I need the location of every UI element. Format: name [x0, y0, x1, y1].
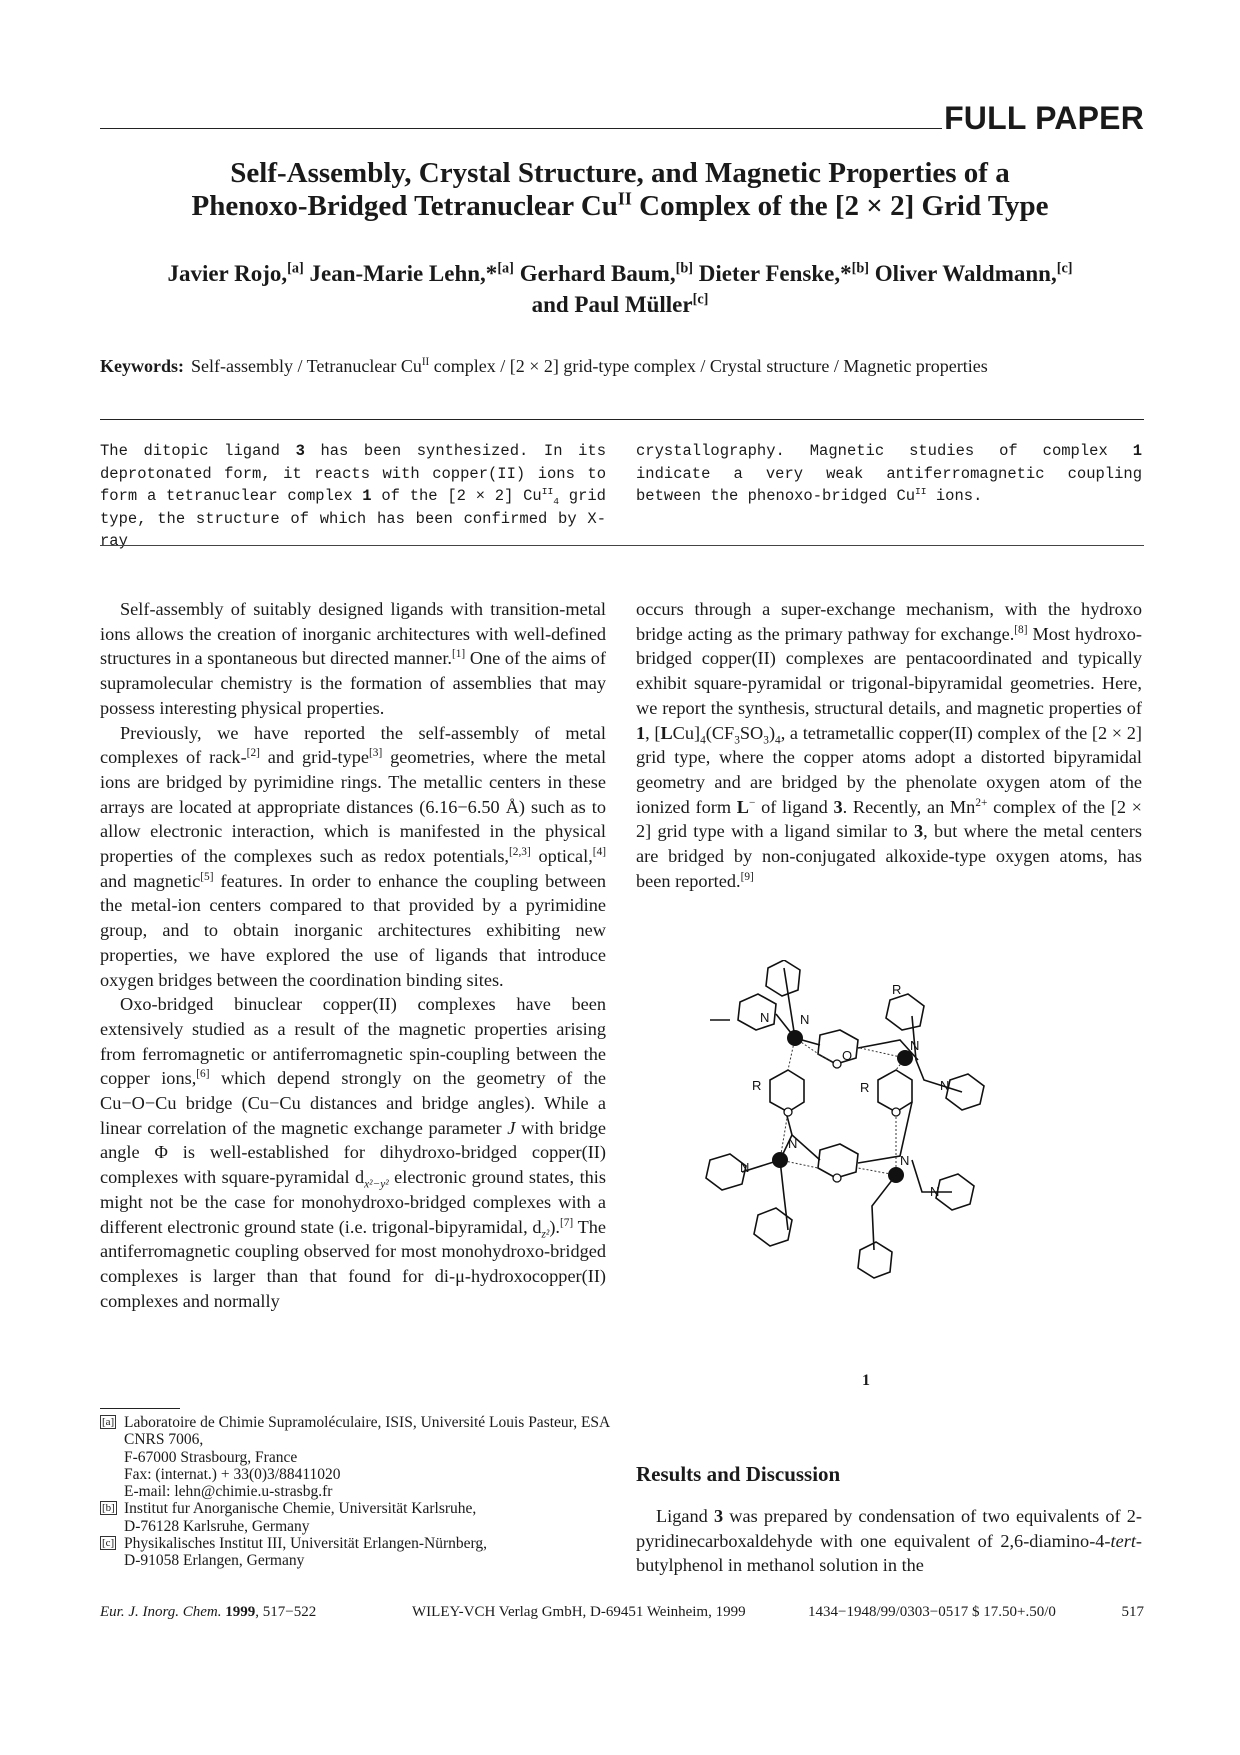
coordination-bond — [780, 1112, 896, 1175]
page-number: 517 — [1121, 1604, 1144, 1620]
abstract-bottom-rule — [100, 545, 1144, 546]
body-column-left — [100, 597, 606, 1313]
atom-label-n: N — [800, 1012, 810, 1027]
phenyl-ring — [818, 1144, 858, 1178]
author: and Paul Müller — [531, 292, 693, 317]
author: Jean-Marie Lehn,* — [309, 261, 498, 286]
atom-label-n: N — [930, 1184, 940, 1199]
abstract-right: crystallography. Magnetic studies of complex 1 indicate a very weak antiferromagnetic coupling between the phenoxo-bridged $Cu^{II}$ ions. — [636, 442, 1142, 506]
affiliation-footnotes — [100, 1414, 610, 1570]
section-heading-results: Results and Discussion — [636, 1462, 841, 1486]
author-line-1: Javier Rojo,[a] Jean-Marie Lehn,*[a] Gerhard Baum,[b] Dieter Fenske,*[b] Oliver Waldmann,[c] — [167, 260, 1073, 286]
author: Dieter Fenske,* — [698, 261, 852, 286]
pyridine-ring — [858, 1242, 892, 1278]
results-paragraph — [636, 1504, 1142, 1578]
author: Oliver Waldmann, — [874, 261, 1057, 286]
article-title — [100, 157, 1140, 223]
oxygen-atom — [784, 1108, 792, 1116]
abstract-left: The ditopic ligand 3 has been synthesized. In its deprotonated form, it reacts with copper(II) ions to form a tetranuclear complex 1 of the [2 × 2] $Cu^{II}_4$ grid type, the structure of which has been confirmed by X-ray — [100, 442, 606, 551]
phenyl-ring — [770, 1070, 804, 1112]
atom-label-n: N — [900, 1153, 910, 1168]
pyridine-ring — [766, 960, 800, 996]
paragraph: Ligand 3 was prepared by condensation of two equivalents of 2-pyridinecarboxaldehyde with one equivalent of 2,6-diamino-4-tert-butylphenol in methanol solution in the — [636, 1506, 1143, 1576]
oxygen-atom — [892, 1108, 900, 1116]
atom-label-o: O — [842, 1048, 853, 1063]
atom-label-r: R — [892, 982, 902, 997]
author-line-2: and Paul Müller[c] — [531, 291, 709, 317]
pyridine-ring — [738, 994, 776, 1030]
footer-citation: Eur. J. Inorg. Chem. 1999, 517−522 — [100, 1604, 317, 1620]
title-line-1: Self-Assembly, Crystal Structure, and Magnetic Properties of a — [230, 157, 1010, 189]
author: Javier Rojo, — [167, 261, 288, 286]
footer-price-code: 1434−1948/99/0303−0517 $ 17.50+.50/0 — [808, 1604, 1056, 1620]
ligand-bond — [872, 1160, 952, 1250]
footnote-a: [a] Laboratoire de Chimie Supramoléculaire, ISIS, Université Louis Pasteur, ESA CNRS 7006, F-67000 Strasbourg, France Fax: (internat.) + 33(0)3/88411020 E-mail: lehn@chimie.u-strasbg.fr — [102, 1414, 610, 1501]
atom-label-n: N — [788, 1136, 798, 1151]
atom-label-n: N — [940, 1078, 950, 1093]
pyridine-ring — [886, 994, 924, 1030]
grid-complex-structure-figure — [700, 960, 1080, 1310]
keywords-text: Self-assembly / Tetranuclear $Cu^{II}$ complex / [2 × 2] grid-type complex / Crystal structure / Magnetic properties — [191, 356, 988, 376]
paragraph: Previously, we have reported the self-assembly of metal complexes of rack-[2] and grid-type[3] geometries, where the metal ions are bridged by pyrimidine rings. The metallic centers in these arrays are located at appropriate distances (6.16−6.50 Å) such as to allow electronic interaction, which is manifested in the physical properties of the complexes such as redox potentials,[2,3] optical,[4] and magnetic[5] features. In order to enhance the coupling between the metal-ion centers compared to that provided by a pyrimidine group, and to obtain inorganic architectures exhibiting new properties, we have explored the use of ligands that introduce oxygen bridges between the coordination binding sites. — [100, 722, 607, 990]
section-label: FULL PAPER — [944, 100, 1144, 136]
pyridine-ring — [946, 1074, 984, 1110]
oxygen-atom — [833, 1174, 841, 1182]
copper-atom — [772, 1152, 788, 1168]
author-list — [100, 258, 1140, 320]
keywords-label: Keywords: — [100, 356, 184, 376]
copper-atom — [787, 1030, 803, 1046]
copper-atom — [888, 1167, 904, 1183]
title-line-2: Phenoxo-Bridged Tetranuclear $Cu^{II}$ Complex of the [2 × 2] Grid Type — [191, 188, 1049, 222]
author: Gerhard Baum, — [519, 261, 676, 286]
paragraph: Oxo-bridged binuclear copper(II) complexes have been extensively studied as a result of the magnetic properties arising from ferromagnetic or antiferromagnetic spin-coupling between the copper ions,[6] which depend strongly on the geometry of the Cu−O−Cu bridge (Cu−Cu distances and bridge angles). While a linear correlation of the magnetic exchange parameter J with bridge angle Φ is well-established for dihydroxo-bridged copper(II) complexes with square-pyramidal $d_{x^2-y^2}$ electronic ground states, this might not be the case for monohydroxo-bridged complexes with a different electronic ground state (i.e. trigonal-bipyramidal, $d_{z^2}).[7]$ The antiferromagnetic coupling observed for most monohydroxo-bridged complexes is larger than that found for di-μ-hydroxocopper(II) complexes and normally — [100, 994, 607, 1311]
paragraph: occurs through a super-exchange mechanism, with the hydroxo bridge acting as the primary pathway for exchange.[8] Most hydroxo-bridged copper(II) complexes are pentacoordinated and typically exhibit square-pyramidal or trigonal-bipyramidal geometries. Here, we report the synthesis, structural details, and magnetic properties of 1, $[LCu]_4(CF_3SO_3)_4$, a tetrametallic copper(II) complex of the [2 × 2] grid type, where the copper atoms adopt a distorted bipyramidal geometry and are bridged by the phenolate oxygen atom of the ionized form L− of ligand 3. Recently, an $Mn^{2+}$ complex of the [2 × 2] grid type with a ligand similar to 3, but where the metal centers are bridged by non-conjugated alkoxide-type oxygen atoms, has been reported.[9] — [636, 599, 1143, 891]
atom-label-n: N — [910, 1038, 920, 1053]
footer-publisher: WILEY-VCH Verlag GmbH, D-69451 Weinheim, 1999 — [412, 1604, 746, 1620]
footnote-rule — [100, 1408, 180, 1409]
footnote-b: [b] Institut fur Anorganische Chemie, Universität Karlsruhe, D-76128 Karlsruhe, Germany — [102, 1500, 477, 1535]
atom-label-n: N — [760, 1010, 770, 1025]
atom-label-n: N — [740, 1160, 750, 1175]
oxygen-atom — [833, 1060, 841, 1068]
paragraph: Self-assembly of suitably designed ligands with transition-metal ions allows the creation of inorganic architectures with well-defined structures in a spontaneous but directed manner.[1] One of the aims of supramolecular chemistry is the formation of assemblies that may possess interesting physical properties. — [100, 599, 606, 718]
abstract-top-rule — [100, 419, 1144, 420]
phenyl-ring — [878, 1070, 912, 1112]
atom-label-r: R — [752, 1078, 762, 1093]
footnote-c: [c] Physikalisches Institut III, Universität Erlangen-Nürnberg, D-91058 Erlangen, Germany — [102, 1535, 488, 1570]
compound-label: 1 — [862, 1372, 870, 1389]
atom-label-r: R — [860, 1080, 870, 1095]
body-column-right — [636, 597, 1142, 893]
header-rule — [100, 128, 942, 129]
